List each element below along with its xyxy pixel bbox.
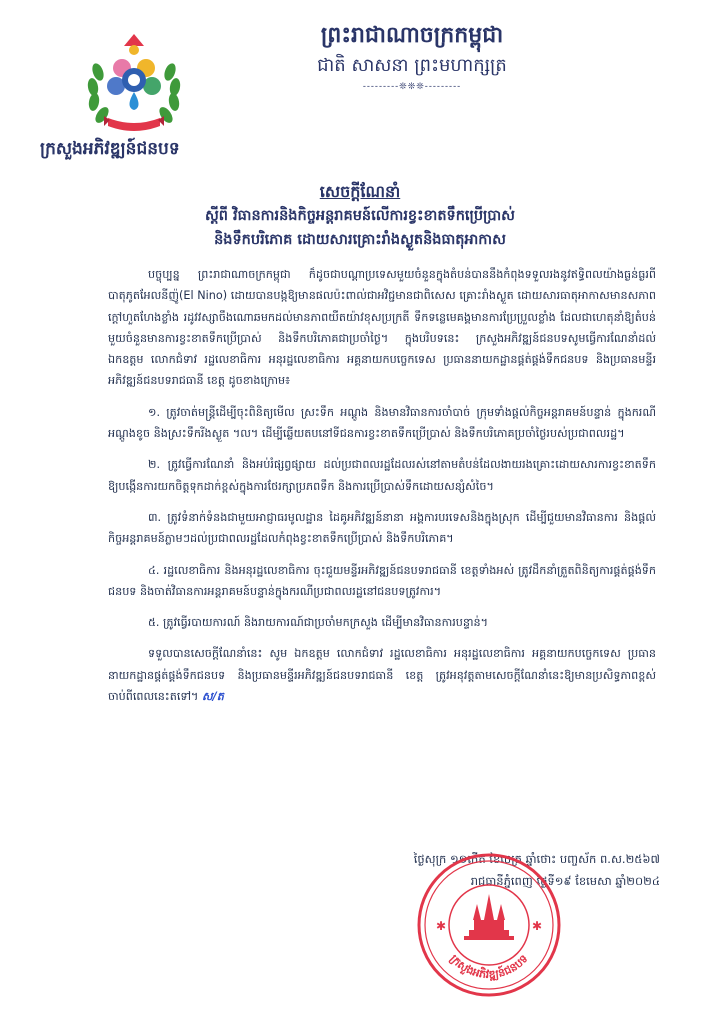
kingdom-name: ព្រះរាជាណាចក្រកម្ពុជា: [320, 22, 504, 48]
title-instruction: សេចក្ដីណែនាំ: [319, 182, 401, 201]
handwritten-initials: ស/ត: [201, 690, 224, 704]
closing-text: ទទួលបានសេចក្ដីណែនាំនេះ សូម ឯកឧត្ដម លោកជំទាវ រដ្ឋលេខាធិការ អនុរដ្ឋលេខាធិការ អគ្គនាយកបច្ចេកទេស ប្រធាននាយកដ្ឋានផ្គត់ផ្គង់ទឹកជនបទ និងប្រធានមន្ទីរអភិវឌ្ឍន៍ជនបទរាជធានី ខេត្ត ត្រូវអនុវត្តតាមសេចក្ដីណែនាំនេះឱ្យមានប្រសិទ្ធភាពខ្ពស់ ចាប់ពីពេលនេះតទៅ។: [108, 647, 656, 704]
closing-paragraph: [108, 643, 656, 707]
lunar-date: ថ្ងៃសុក្រ ១១កើត ខែចេត្រ ឆ្នាំថោះ បញ្ចស័ក ព.ស.២៥៦៧: [413, 852, 660, 866]
seal-stamp-icon: [414, 850, 564, 1000]
ministry-name: ក្រសួងអភិវឌ្ឍន៍ជនបទ: [40, 139, 180, 159]
instruction-item-5: ៥. ត្រូវធ្វើរបាយការណ៍ និងរាយការណ៍ជាប្រចាំមកក្រសួង ដើម្បីមានវិធានការបន្ទាន់។: [148, 616, 489, 630]
kingdom-header: [262, 20, 562, 92]
ministry-logo: [78, 32, 190, 136]
document-title: [150, 180, 570, 252]
title-subject-line2: និងទឹកបរិភោគ ដោយសារគ្រោះរាំងស្ងួតនិងធាតុអាកាស: [214, 231, 506, 248]
svg-text:ក្រសួងអភិវឌ្ឍន៍ជនបទ: [447, 952, 530, 981]
national-motto: ជាតិ សាសនា ព្រះមហាក្សត្រ: [317, 55, 507, 76]
header-ornament: ---------❊❊❊---------: [362, 82, 462, 92]
instruction-item-4: ៤. រដ្ឋលេខាធិការ និងអនុរដ្ឋលេខាធិការ ចុះជួយមន្ទីរអភិវឌ្ឍន៍ជនបទរាជធានី ខេត្តទាំងអស់ ត្រូវដឹកនាំត្រួតពិនិត្យការផ្គត់ផ្គង់ទឹកជនបទ និងចាត់វិធានការអន្តរាគមន៍បន្ទាន់ក្នុងករណីប្រជាពលរដ្ឋនៅជនបទត្រូវការ។: [108, 563, 656, 598]
seal-text: ក្រសួងអភិវឌ្ឍន៍ជនបទ: [447, 952, 531, 982]
title-subject-line1: ស្ដីពី វិធានការនិងកិច្ចអន្តរាគមន៍លើការខ្វះខាតទឹកប្រើប្រាស់: [205, 207, 515, 224]
svg-text:✱: ✱: [532, 919, 543, 933]
instruction-item-2: ២. ត្រូវធ្វើការណែនាំ និងអប់រំផ្សព្វផ្សាយ ដល់ប្រជាពលរដ្ឋដែលរស់នៅតាមតំបន់ដែលងាយរងគ្រោះដោយសារការខ្វះខាតទឹក ឱ្យបង្កើនការយកចិត្តទុកដាក់ខ្ពស់ក្នុងការថែរក្សាប្រភពទឹក និងការប្រើប្រាស់ទឹកដោយសន្សំសំចៃ។: [108, 458, 656, 493]
document-body: [108, 264, 656, 717]
intro-paragraph: បច្ចុប្បន្ន ព្រះរាជាណាចក្រកម្ពុជា ក៏ដូចជាបណ្ដាប្រទេសមួយចំនួនក្នុងតំបន់បាននឹងកំពុងទទួលរងនូវឥទ្ធិពលយ៉ាងធ្ងន់ធ្ងរពីបាតុភូតអែលនីញ៉ូ(El Nino) ដោយបានបង្កឱ្យមានផលប៉ះពាល់ជាអវិជ្ជមានជាពិសេស គ្រោះរាំងស្ងួត ដោយសារធាតុអាកាសមានសភាពក្ដៅហួតហែងខ្លាំង រដូវវស្សាចឹងណោឆមកដល់មានភាពយឺតយ៉ាវខុសប្រក្រតី ទឹកទន្លេមេគង្គមានការប្រែប្រួលខ្លាំង ដែលជាហេតុនាំឱ្យតំបន់មួយចំនួនមានការខ្វះខាតទឹកប្រើប្រាស់ និងទឹកបរិភោគជាប្រចាំថ្ងៃ។ ក្នុងបរិបទនេះ ក្រសួងអភិវឌ្ឍន៍ជនបទសូមធ្វើការណែនាំដល់ ឯកឧត្ដម លោកជំទាវ រដ្ឋលេខាធិការ អនុរដ្ឋលេខាធិការ អគ្គនាយកបច្ចេកទេស ប្រធាននាយកដ្ឋានផ្គត់ផ្គង់ទឹកជនបទ និងប្រធានមន្ទីរអភិវឌ្ឍន៍ជនបទរាជធានី ខេត្ត ដូចខាងក្រោម៖: [108, 268, 656, 388]
instruction-item-3: ៣. ត្រូវទំនាក់ទំនងជាមួយអាជ្ញាធរមូលដ្ឋាន ដៃគូអភិវឌ្ឍន៍នានា អង្គការបរទេសនិងក្នុងស្រុក ដើម្បីជួយមានវិធានការ និងផ្ដល់កិច្ចអន្តរាគមន៍ភ្លាមៗដល់ប្រជាពលរដ្ឋដែលកំពុងខ្វះខាតទឹកប្រើប្រាស់ និងទឹកបរិភោគ។: [108, 510, 656, 546]
official-seal: [414, 850, 564, 1000]
instruction-item-1: ១. ត្រូវចាត់មន្ត្រីដើម្បីចុះពិនិត្យមើល ស្រះទឹក អណ្ដូង និងមានវិធានការចាំបាច់ ក្រុមទាំងផ្ដល់កិច្ចអន្តរាគមន៍បន្ទាន់ ក្នុងករណីអណ្ដូងខូច និងស្រះទឹករីងស្ងួត ។ល។ ដើម្បីឆ្លើយតបនៅទីជនការខ្វះខាតទឹកប្រើប្រាស់ និងទឹកបរិភោគប្រចាំថ្ងៃរបស់ប្រជាពលរដ្ឋ។: [108, 405, 656, 441]
solar-date: រាជធានីភ្នំពេញ ថ្ងៃទី១៩ ខែមេសា ឆ្នាំ២០២៤: [470, 874, 660, 888]
ministry-emblem-icon: [78, 32, 190, 136]
svg-text:✱: ✱: [436, 919, 447, 933]
